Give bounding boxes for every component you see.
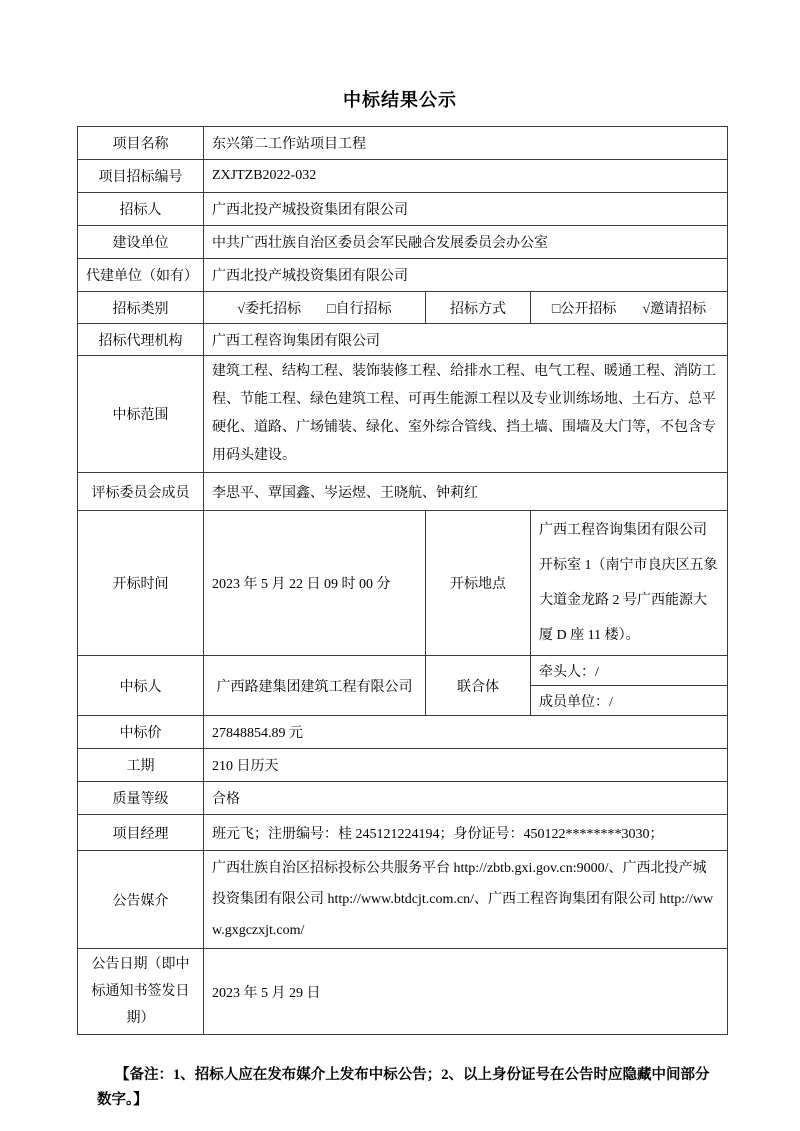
row-value: 东兴第二工作站项目工程 <box>204 127 728 160</box>
row-construction-unit <box>78 226 728 259</box>
consortium-members: 成员单位：/ <box>531 686 728 716</box>
row-announcement-media <box>78 851 728 949</box>
row-tender-number <box>78 160 728 193</box>
row-project-manager <box>78 815 728 851</box>
row-label: 评标委员会成员 <box>78 473 204 511</box>
row-value: ZXJTZB2022-032 <box>204 160 728 193</box>
row-label: 公告日期（即中标通知书签发日期） <box>78 949 204 1035</box>
row-value: 合格 <box>204 782 728 815</box>
row-committee <box>78 473 728 511</box>
row-value: 班元飞；注册编号：桂 245121224194；身份证号：450122********3030； <box>204 815 728 851</box>
row-label: 项目招标编号 <box>78 160 204 193</box>
row-label: 招标代理机构 <box>78 324 204 356</box>
row-value: 广西北投产城投资集团有限公司 <box>204 259 728 292</box>
row-label: 项目经理 <box>78 815 204 851</box>
row-label: 代建单位（如有） <box>78 259 204 292</box>
row-label: 招标人 <box>78 193 204 226</box>
row-bid-category <box>78 292 728 324</box>
row-winner <box>78 656 728 686</box>
winner-name: 广西路建集团建筑工程有限公司 <box>204 656 426 716</box>
opening-time: 2023 年 5 月 22 日 09 时 00 分 <box>204 511 426 656</box>
row-value: 广西工程咨询集团有限公司 <box>204 324 728 356</box>
row-value: 建筑工程、结构工程、装饰装修工程、给排水工程、电气工程、暖通工程、消防工程、节能工程、绿色建筑工程、可再生能源工程以及专业训练场地、土石方、总平硬化、道路、广场铺装、绿化、室外综合管线、挡土墙、围墙及大门等，不包含专用码头建设。 <box>204 356 728 473</box>
consortium-leader: 牵头人：/ <box>531 656 728 686</box>
row-project-name <box>78 127 728 160</box>
row-duration <box>78 749 728 782</box>
row-label: 建设单位 <box>78 226 204 259</box>
row-value: 中共广西壮族自治区委员会军民融合发展委员会办公室 <box>204 226 728 259</box>
row-label: 项目名称 <box>78 127 204 160</box>
row-label: 中标范围 <box>78 356 204 473</box>
row-tenderer <box>78 193 728 226</box>
footnote: 【备注：1、招标人应在发布媒介上发布中标公告；2、以上身份证号在公告时应隐藏中间部分数字。】 <box>97 1067 710 1109</box>
row-scope <box>78 356 728 473</box>
row-value: 2023 年 5 月 29 日 <box>204 949 728 1035</box>
checkbox-option-invited: √邀请招标 <box>642 301 707 317</box>
checkbox-option-self: □自行招标 <box>327 301 392 317</box>
row-quality-grade <box>78 782 728 815</box>
row-label: 开标地点 <box>426 511 531 656</box>
row-label: 公告媒介 <box>78 851 204 949</box>
row-label: 招标类别 <box>78 292 204 324</box>
checkbox-option-open: □公开招标 <box>551 301 617 317</box>
row-value: 李思平、覃国鑫、岑运煜、王晓航、钟莉红 <box>204 473 728 511</box>
row-label: 开标时间 <box>78 511 204 656</box>
row-label: 中标人 <box>78 656 204 716</box>
row-opening <box>78 511 728 656</box>
row-label: 中标价 <box>78 716 204 749</box>
bid-category-options <box>204 292 426 324</box>
row-label: 质量等级 <box>78 782 204 815</box>
checkbox-option-delegated: √委托招标 <box>237 301 302 317</box>
row-announcement-date <box>78 949 728 1035</box>
row-agency <box>78 324 728 356</box>
row-value: 广西壮族自治区招标投标公共服务平台 http://zbtb.gxi.gov.cn:9000/、广西北投产城投资集团有限公司 http://www.btdcjt.com.cn/、广西工程咨询集团有限公司 http://www.gxgczxjt.com/ <box>204 851 728 949</box>
row-label: 招标方式 <box>426 292 531 324</box>
row-label: 联合体 <box>426 656 531 716</box>
row-agent-construction-unit <box>78 259 728 292</box>
row-value: 210 日历天 <box>204 749 728 782</box>
bid-method-options <box>531 292 728 324</box>
row-value: 广西北投产城投资集团有限公司 <box>204 193 728 226</box>
row-price <box>78 716 728 749</box>
row-label: 工期 <box>78 749 204 782</box>
row-value: 27848854.89 元 <box>204 716 728 749</box>
opening-place: 广西工程咨询集团有限公司开标室 1（南宁市良庆区五象大道金龙路 2 号广西能源大厦 D 座 11 楼）。 <box>531 511 728 656</box>
document-title: 中标结果公示 <box>343 90 457 110</box>
bid-result-table <box>77 126 728 1035</box>
